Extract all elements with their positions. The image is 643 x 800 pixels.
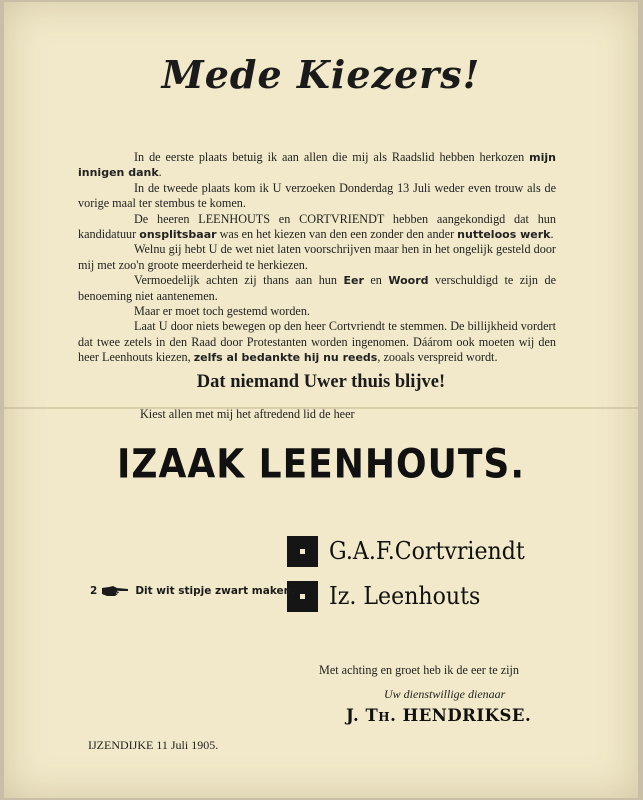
ballot-option-label: Iz. Leenhouts <box>329 582 481 610</box>
instruction-text: Dit wit stipje zwart maken. <box>135 585 296 597</box>
paragraph-honor: Vermoedelijk achten zij thans aan hun Eer en Woord verschuldigd te zijn de benoeming niet aantenemen. <box>78 273 557 303</box>
ballot-box <box>287 536 318 567</box>
vote-call-line: Kiest allen met mij het aftredend lid de heer <box>140 407 355 421</box>
paragraph-candidacy: De heeren LEENHOUTS en CORTVRIENDT hebben aangekondigd dat hun kandidatuur onsplitsbaar was en het kiezen van den een zonder den ander nutteloos werk. <box>78 211 556 242</box>
poster-sheet <box>4 2 638 798</box>
poster-title: Mede Kiezers! <box>161 52 481 97</box>
white-dot <box>300 594 305 599</box>
signoff: Uw dienstwillige dienaar <box>384 687 506 701</box>
paragraph-must-vote: Maar er moet toch gestemd worden. <box>134 304 310 319</box>
paragraph-thanks: In de eerste plaats betuig ik aan allen die mij als Raadslid hebben herkozen mijn innigen dank. <box>78 150 556 180</box>
instruction-number: 2 <box>90 585 98 597</box>
ballot-option-cortvriendt <box>287 535 542 567</box>
candidate-name: IZAAK LEENHOUTS. <box>116 441 526 488</box>
ballot-instruction <box>90 585 295 597</box>
signature: J. TH. HENDRIKSE. <box>346 706 532 725</box>
paragraph-law: Welnu gij hebt U de wet niet laten voorschrijven maar hen in het ongelijk gesteld door mij met zoo'n groote meerderheid te herkiezen. <box>78 242 556 272</box>
paragraph-vote-request: In de tweede plaats kom ik U verzoeken Donderdag 13 Juli weder even trouw als de vorige maal ter stembus te komen. <box>78 180 556 211</box>
closing-line: Met achting en groet heb ik de eer te zijn <box>319 663 519 677</box>
paragraph-protestants: Laat U door niets bewegen op den heer Cortvriendt te stemmen. De billijkheid vordert dat twee zetels in den Raad door Protestanten worden ingenomen. Dáárom ook moeten wij den heer Leenhouts kiezen, zelfs al bedankte hij nu reeds, zooals verspreid wordt. <box>78 319 556 365</box>
letter-body <box>78 150 556 366</box>
place-date: IJZENDIJKE 11 Juli 1905. <box>88 738 219 752</box>
pointing-hand-icon <box>101 585 129 597</box>
ballot-option-leenhouts <box>287 580 494 612</box>
white-dot <box>300 549 305 554</box>
slogan: Dat niemand Uwer thuis blijve! <box>196 372 446 392</box>
ballot-option-label: G.A.F.Cortvriendt <box>329 537 525 565</box>
